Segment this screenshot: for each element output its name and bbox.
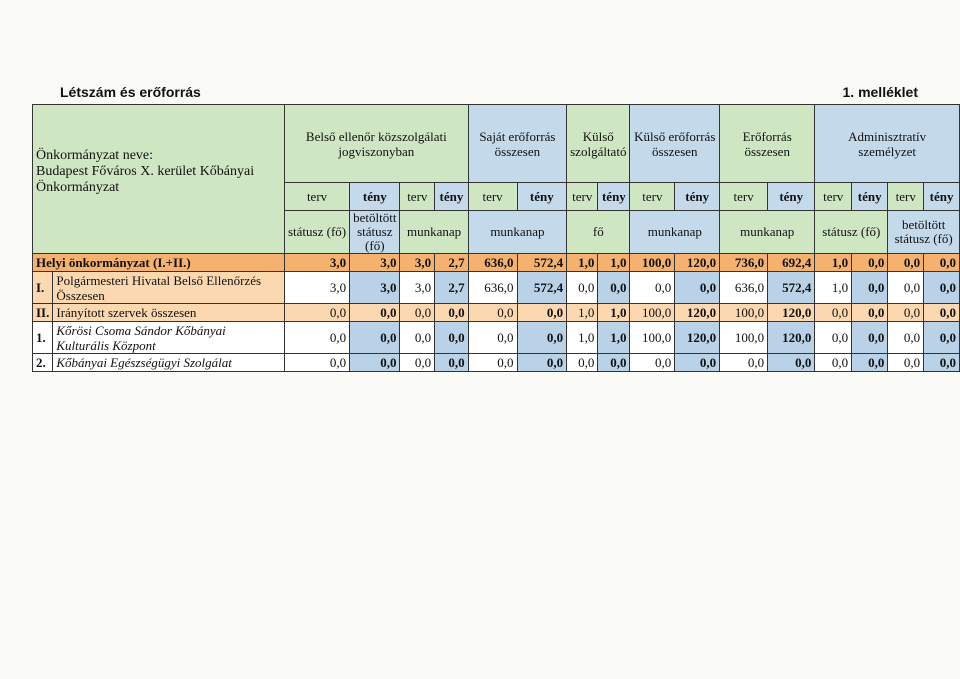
- cell: 572,4: [768, 272, 815, 304]
- plan-label: terv: [630, 183, 675, 211]
- unit-person: fő: [567, 211, 630, 254]
- cell: 1,0: [598, 304, 630, 322]
- cell: 2,7: [435, 272, 469, 304]
- unit-workday: munkanap: [720, 211, 815, 254]
- row-label: Polgármesteri Hivatal Belső Ellenőrzés Összesen: [53, 272, 285, 304]
- plan-label: terv: [567, 183, 598, 211]
- cell: 120,0: [768, 304, 815, 322]
- org-name-cell: [33, 105, 285, 254]
- cell: 0,0: [435, 304, 469, 322]
- cell: 0,0: [400, 322, 435, 354]
- cell: 100,0: [720, 322, 768, 354]
- cell: 0,0: [815, 322, 852, 354]
- cell: 0,0: [888, 304, 924, 322]
- cell: 0,0: [567, 354, 598, 372]
- cell: 0,0: [630, 272, 675, 304]
- actual-label: tény: [435, 183, 469, 211]
- cell: 0,0: [400, 304, 435, 322]
- row-label: Kőrösi Csoma Sándor Kőbányai Kulturális Központ: [53, 322, 285, 354]
- actual-label: tény: [517, 183, 567, 211]
- cell: 0,0: [468, 354, 517, 372]
- cell: 0,0: [350, 304, 400, 322]
- resource-table: [32, 104, 960, 372]
- cell: 120,0: [675, 322, 720, 354]
- row-label: Kőbányai Egészségügyi Szolgálat: [53, 354, 285, 372]
- plan-label: terv: [815, 183, 852, 211]
- group-internal-auditor: Belső ellenőr közszolgálati jogviszonyban: [284, 105, 468, 183]
- org-label: Önkormányzat neve:: [36, 148, 154, 163]
- cell: 0,0: [852, 304, 888, 322]
- cell: 0,0: [924, 322, 960, 354]
- group-external-provider: Külső szolgáltató: [567, 105, 630, 183]
- unit-workday: munkanap: [468, 211, 566, 254]
- cell: 0,0: [517, 354, 567, 372]
- page-title: Létszám és erőforrás: [60, 84, 201, 100]
- cell: 0,0: [852, 322, 888, 354]
- unit-filled-status: betöltött státusz (fő): [888, 211, 960, 254]
- cell: 1,0: [598, 254, 630, 272]
- unit-workday: munkanap: [630, 211, 720, 254]
- cell: 3,0: [350, 272, 400, 304]
- plan-label: terv: [468, 183, 517, 211]
- cell: 0,0: [924, 354, 960, 372]
- row-number: I.: [33, 272, 53, 304]
- cell: 0,0: [924, 272, 960, 304]
- cell: 3,0: [400, 272, 435, 304]
- cell: 636,0: [720, 272, 768, 304]
- cell: 736,0: [720, 254, 768, 272]
- cell: 1,0: [815, 272, 852, 304]
- actual-label: tény: [675, 183, 720, 211]
- row-label: Helyi önkormányzat (I.+II.): [33, 254, 285, 272]
- cell: 0,0: [435, 322, 469, 354]
- cell: 0,0: [888, 322, 924, 354]
- cell: 0,0: [284, 322, 349, 354]
- cell: 0,0: [815, 354, 852, 372]
- table-row: [33, 354, 960, 372]
- row-label: Irányított szervek összesen: [53, 304, 285, 322]
- plan-label: terv: [720, 183, 768, 211]
- cell: 0,0: [400, 354, 435, 372]
- cell: 636,0: [468, 254, 517, 272]
- cell: 0,0: [598, 354, 630, 372]
- plan-label: terv: [284, 183, 349, 211]
- actual-label: tény: [768, 183, 815, 211]
- cell: 572,4: [517, 254, 567, 272]
- cell: 0,0: [720, 354, 768, 372]
- cell: 3,0: [284, 272, 349, 304]
- cell: 0,0: [598, 272, 630, 304]
- row-number: 2.: [33, 354, 53, 372]
- cell: 120,0: [675, 254, 720, 272]
- table-row: [33, 304, 960, 322]
- cell: 0,0: [888, 354, 924, 372]
- annex-label: 1. melléklet: [842, 84, 918, 100]
- cell: 1,0: [598, 322, 630, 354]
- table-row: [33, 254, 960, 272]
- cell: 3,0: [400, 254, 435, 272]
- cell: 0,0: [517, 304, 567, 322]
- cell: 0,0: [350, 354, 400, 372]
- actual-label: tény: [924, 183, 960, 211]
- actual-label: tény: [852, 183, 888, 211]
- unit-workday: munkanap: [400, 211, 468, 254]
- cell: 120,0: [768, 322, 815, 354]
- cell: 0,0: [888, 272, 924, 304]
- cell: 0,0: [468, 322, 517, 354]
- group-total-resources: Erőforrás összesen: [720, 105, 815, 183]
- cell: 3,0: [284, 254, 349, 272]
- row-number: II.: [33, 304, 53, 322]
- cell: 0,0: [888, 254, 924, 272]
- actual-label: tény: [598, 183, 630, 211]
- cell: 1,0: [567, 254, 598, 272]
- cell: 1,0: [567, 322, 598, 354]
- group-admin-staff: Adminisztratív személyzet: [815, 105, 960, 183]
- cell: 0,0: [924, 304, 960, 322]
- cell: 120,0: [675, 304, 720, 322]
- cell: 0,0: [567, 272, 598, 304]
- actual-label: tény: [350, 183, 400, 211]
- group-own-resources: Saját erőforrás összesen: [468, 105, 566, 183]
- cell: 0,0: [852, 272, 888, 304]
- cell: 636,0: [468, 272, 517, 304]
- cell: 1,0: [567, 304, 598, 322]
- cell: 0,0: [435, 354, 469, 372]
- unit-status: státusz (fő): [815, 211, 888, 254]
- cell: 100,0: [630, 254, 675, 272]
- cell: 2,7: [435, 254, 469, 272]
- cell: 0,0: [768, 354, 815, 372]
- cell: 692,4: [768, 254, 815, 272]
- cell: 100,0: [630, 304, 675, 322]
- table-row: [33, 272, 960, 304]
- cell: 0,0: [852, 354, 888, 372]
- cell: 0,0: [815, 304, 852, 322]
- cell: 0,0: [675, 272, 720, 304]
- cell: 0,0: [468, 304, 517, 322]
- cell: 1,0: [815, 254, 852, 272]
- group-external-resources: Külső erőforrás összesen: [630, 105, 720, 183]
- cell: 0,0: [284, 304, 349, 322]
- cell: 0,0: [350, 322, 400, 354]
- cell: 0,0: [630, 354, 675, 372]
- cell: 0,0: [924, 254, 960, 272]
- plan-label: terv: [888, 183, 924, 211]
- row-number: 1.: [33, 322, 53, 354]
- cell: 0,0: [517, 322, 567, 354]
- unit-filled-status: betöltött státusz (fő): [350, 211, 400, 254]
- cell: 100,0: [720, 304, 768, 322]
- cell: 0,0: [852, 254, 888, 272]
- cell: 100,0: [630, 322, 675, 354]
- cell: 0,0: [284, 354, 349, 372]
- unit-status: státusz (fő): [284, 211, 349, 254]
- org-name: Budapest Főváros X. kerület Kőbányai Önkormányzat: [36, 164, 255, 195]
- plan-label: terv: [400, 183, 435, 211]
- table-row: [33, 322, 960, 354]
- cell: 3,0: [350, 254, 400, 272]
- cell: 572,4: [517, 272, 567, 304]
- cell: 0,0: [675, 354, 720, 372]
